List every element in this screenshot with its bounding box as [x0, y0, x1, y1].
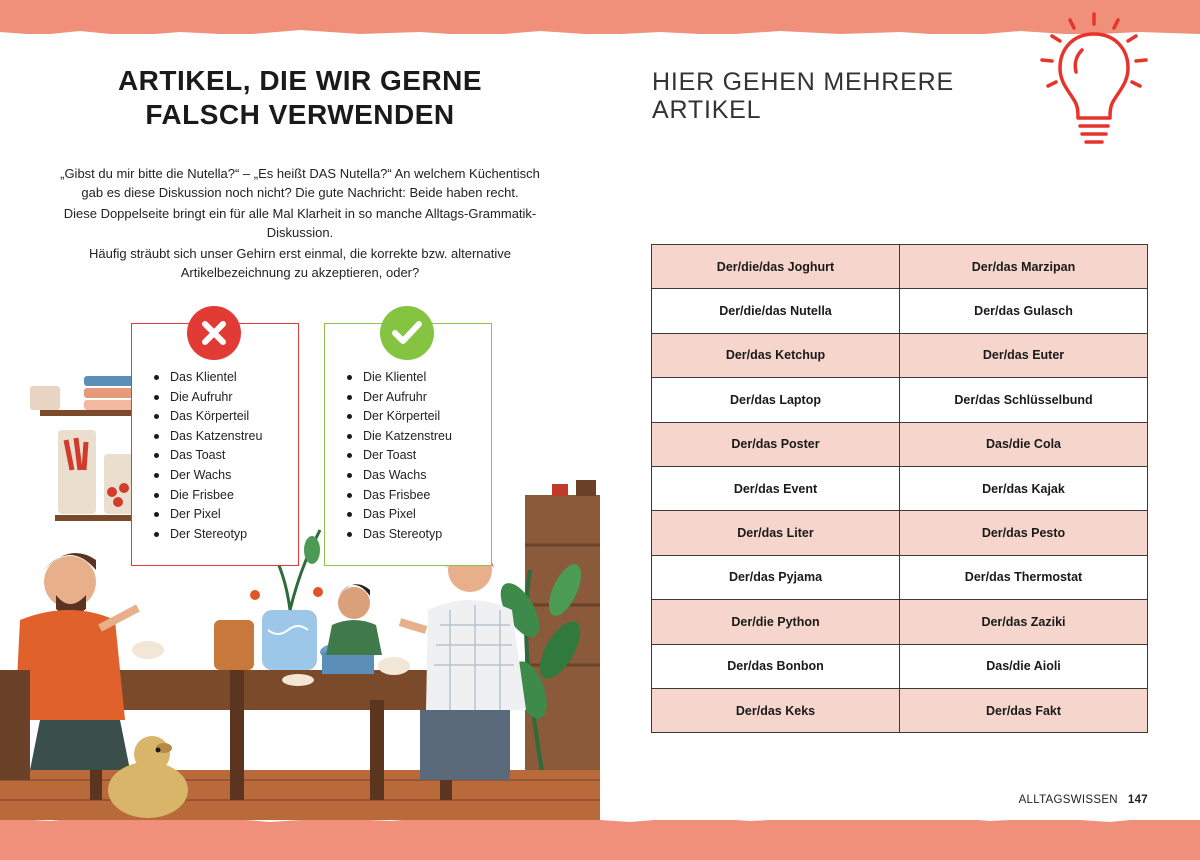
- page-footer: [1019, 794, 1148, 806]
- table-row: [652, 644, 1148, 688]
- intro-paragraph: Diese Doppelseite bringt ein für alle Mal Klarheit in so manche Alltags-Grammatik-Diskussion.: [63, 206, 537, 240]
- list-item: Der Pixel: [152, 505, 262, 525]
- list-item: Der Körperteil: [345, 407, 452, 427]
- table-cell: Der/das Laptop: [652, 378, 900, 422]
- articles-table: [651, 244, 1148, 733]
- table-row: [652, 289, 1148, 333]
- table-cell: Der/das Gulasch: [900, 289, 1148, 333]
- list-item: Der Aufruhr: [345, 388, 452, 408]
- footer-section: ALLTAGSWISSEN: [1018, 794, 1118, 806]
- table-cell: Der/die/das Joghurt: [652, 245, 900, 289]
- section-title: [652, 68, 992, 124]
- table-row: [652, 378, 1148, 422]
- list-item: Das Körperteil: [152, 407, 262, 427]
- table-cell: Der/das Liter: [652, 511, 900, 555]
- list-item: Die Frisbee: [152, 486, 262, 506]
- section-title-line-1: HIER GEHEN MEHRERE: [652, 68, 954, 96]
- table-row: [652, 688, 1148, 732]
- intro-paragraph: „Gibst du mir bitte die Nutella?“ – „Es heißt DAS Nutella?“ An welchem Küchentisch gab es diese Diskussion noch nicht? Die gute Nachricht: Beide haben recht.: [60, 166, 540, 200]
- list-item: Der Wachs: [152, 466, 262, 486]
- list-item: Das Toast: [152, 446, 262, 466]
- title-line-2: FALSCH VERWENDEN: [145, 99, 455, 130]
- list-item: Das Katzenstreu: [152, 427, 262, 447]
- table-cell: Der/die Python: [652, 600, 900, 644]
- table-cell: Das/die Cola: [900, 422, 1148, 466]
- correct-articles-list: [345, 368, 452, 544]
- table-cell: Der/das Schlüsselbund: [900, 378, 1148, 422]
- table-cell: Der/das Fakt: [900, 688, 1148, 732]
- list-item: Das Klientel: [152, 368, 262, 388]
- table-cell: Der/das Poster: [652, 422, 900, 466]
- table-cell: Der/das Kajak: [900, 466, 1148, 510]
- list-item: Das Wachs: [345, 466, 452, 486]
- family-dinner-illustration: [0, 370, 600, 820]
- table-row: [652, 245, 1148, 289]
- title-line-1: ARTIKEL, DIE WIR GERNE: [117, 65, 483, 96]
- table-cell: Der/das Ketchup: [652, 333, 900, 377]
- list-item: Der Toast: [345, 446, 452, 466]
- table-row: [652, 511, 1148, 555]
- list-item: Die Klientel: [345, 368, 452, 388]
- table-row: [652, 466, 1148, 510]
- list-item: Das Pixel: [345, 505, 452, 525]
- table-cell: Der/das Marzipan: [900, 245, 1148, 289]
- table-cell: Der/das Pyjama: [652, 555, 900, 599]
- wrong-articles-box: [131, 323, 299, 566]
- list-item: Die Katzenstreu: [345, 427, 452, 447]
- torn-edge-top: [0, 26, 1200, 40]
- lightbulb-icon: [1036, 10, 1152, 156]
- table-cell: Der/das Zaziki: [900, 600, 1148, 644]
- checkmark-icon: [380, 306, 434, 360]
- wrong-articles-list: [152, 368, 262, 544]
- table-cell: Das/die Aioli: [900, 644, 1148, 688]
- list-item: Das Frisbee: [345, 486, 452, 506]
- table-cell: Der/das Keks: [652, 688, 900, 732]
- table-row: [652, 422, 1148, 466]
- list-item: Der Stereotyp: [152, 525, 262, 545]
- list-item: Das Stereotyp: [345, 525, 452, 545]
- page-number: 147: [1127, 794, 1148, 806]
- table-cell: Der/das Bonbon: [652, 644, 900, 688]
- intro-paragraph: Häufig sträubt sich unser Gehirn erst einmal, die korrekte bzw. alternative Artikelbezeichnung zu akzeptieren, oder?: [89, 246, 511, 280]
- table-cell: Der/das Thermostat: [900, 555, 1148, 599]
- correct-articles-box: [324, 323, 492, 566]
- list-item: Die Aufruhr: [152, 388, 262, 408]
- table-row: [652, 555, 1148, 599]
- page-title: [100, 64, 500, 132]
- section-title-line-2: ARTIKEL: [652, 96, 762, 124]
- cross-icon: [187, 306, 241, 360]
- table-row: [652, 333, 1148, 377]
- table-row: [652, 600, 1148, 644]
- table-cell: Der/die/das Nutella: [652, 289, 900, 333]
- table-cell: Der/das Event: [652, 466, 900, 510]
- intro-text: [55, 164, 545, 284]
- table-cell: Der/das Euter: [900, 333, 1148, 377]
- table-cell: Der/das Pesto: [900, 511, 1148, 555]
